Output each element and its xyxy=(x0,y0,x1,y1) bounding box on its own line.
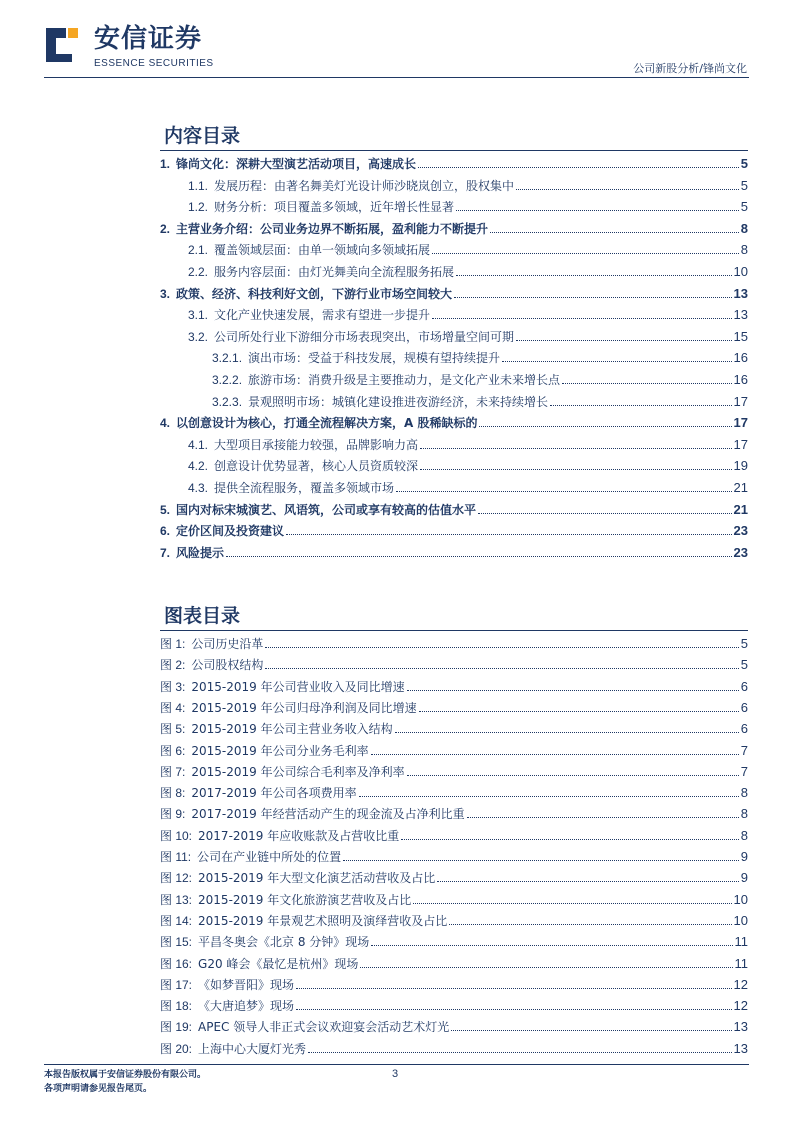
figure-item-text: 2015-2019 年文化旅游演艺营收及占比 xyxy=(198,892,412,907)
toc-item[interactable] xyxy=(160,411,748,431)
figure-item-text: 2017-2019 年公司各项费用率 xyxy=(191,786,357,801)
figure-item[interactable] xyxy=(160,802,748,822)
figure-item-page: 12 xyxy=(733,998,748,1014)
figure-item-number: 图 19: xyxy=(160,1020,193,1035)
figure-item-label xyxy=(160,870,435,886)
toc-item-text: 服务内容层面：由灯光舞美向全流程服务拓展 xyxy=(214,265,455,279)
figure-item-text: 2017-2019 年应收账款及占营收比重 xyxy=(198,828,400,843)
toc-item-label xyxy=(160,329,514,345)
toc-item-number: 6. xyxy=(160,524,171,539)
figure-item-number: 图 20: xyxy=(160,1041,193,1056)
toc-item-page: 5 xyxy=(740,177,748,193)
figure-item-number: 图 14: xyxy=(160,913,193,928)
figure-item[interactable] xyxy=(160,1015,748,1035)
figure-item-label xyxy=(160,806,465,822)
toc-item-label xyxy=(160,372,560,388)
figure-leader-dots xyxy=(451,1030,731,1031)
toc-item-label xyxy=(160,156,416,172)
toc-item-page: 10 xyxy=(733,264,748,279)
toc-leader-dots xyxy=(432,318,732,319)
figure-leader-dots xyxy=(360,967,732,968)
toc-item-page: 21 xyxy=(733,501,748,517)
figure-item[interactable] xyxy=(160,696,748,716)
figure-item-text: 《大唐追梦》现场 xyxy=(198,999,295,1014)
figure-item-label xyxy=(160,636,263,652)
toc-item[interactable] xyxy=(160,260,748,280)
toc-item-page: 23 xyxy=(733,523,748,539)
figure-item[interactable] xyxy=(160,760,748,780)
toc-leader-dots xyxy=(502,361,731,362)
figure-item-number: 图 7: xyxy=(160,764,186,779)
toc-item-number: 7. xyxy=(160,545,171,560)
figure-item-label xyxy=(160,977,294,993)
toc-item-number: 3.2. xyxy=(188,329,209,344)
toc-leader-dots xyxy=(478,513,732,514)
figure-item-number: 图 16: xyxy=(160,956,193,971)
figure-item-label xyxy=(160,849,341,865)
figure-item[interactable] xyxy=(160,675,748,695)
figure-leader-dots xyxy=(401,839,739,840)
figure-item-text: APEC 领导人非正式会议欢迎宴会活动艺术灯光 xyxy=(198,1020,450,1035)
toc-item[interactable] xyxy=(160,390,748,410)
toc-item-page: 17 xyxy=(733,436,748,452)
toc-item-text: 发展历程：由著名舞美灯光设计师沙晓岚创立，股权集中 xyxy=(214,178,515,193)
toc-item[interactable] xyxy=(160,433,748,453)
figure-item-label xyxy=(160,721,393,737)
figure-item-label xyxy=(160,785,357,801)
toc-item[interactable] xyxy=(160,325,748,345)
figure-item-page: 8 xyxy=(740,806,748,822)
figure-item[interactable] xyxy=(160,994,748,1014)
figure-item-page: 10 xyxy=(733,912,748,928)
figure-item-number: 图 2: xyxy=(160,658,186,673)
figure-item-label xyxy=(160,764,405,780)
toc-item-page: 5 xyxy=(740,156,748,171)
toc-leader-dots xyxy=(490,232,739,233)
figure-item-label xyxy=(160,956,358,972)
figure-item-page: 7 xyxy=(740,763,748,779)
toc-leader-dots xyxy=(479,426,731,427)
toc-leader-dots xyxy=(456,275,732,276)
toc-item[interactable] xyxy=(160,152,748,172)
toc-leader-dots xyxy=(550,405,731,406)
toc-item[interactable] xyxy=(160,476,748,496)
figure-item-label xyxy=(160,679,405,695)
toc-item[interactable] xyxy=(160,174,748,194)
toc-item-text: 旅游市场：消费升级是主要推动力，是文化产业未来增长点 xyxy=(248,373,561,387)
toc-item-label xyxy=(160,415,477,431)
toc-item-label xyxy=(160,523,284,539)
figure-item-text: 2017-2019 年经营活动产生的现金流及占净利比重 xyxy=(191,807,465,822)
figure-item-number: 图 6: xyxy=(160,743,186,758)
toc-item-text: 大型项目承接能力较强，品牌影响力高 xyxy=(214,437,419,452)
figure-item-text: 2015-2019 年公司分业务毛利率 xyxy=(191,743,369,758)
figure-item-page: 5 xyxy=(740,657,748,673)
toc-item-text: 演出市场：受益于科技发展，规模有望持续提升 xyxy=(248,351,501,366)
figure-item-text: 2015-2019 年公司归母净利润及同比增速 xyxy=(191,700,417,715)
figure-leader-dots xyxy=(265,668,738,669)
figure-item-page: 10 xyxy=(733,891,748,907)
toc-item-page: 23 xyxy=(733,544,748,560)
figure-item[interactable] xyxy=(160,717,748,737)
toc-item-text: 提供全流程服务，覆盖多领域市场 xyxy=(214,481,395,495)
toc-item[interactable] xyxy=(160,541,748,561)
toc-item-label xyxy=(160,480,394,496)
toc-item[interactable] xyxy=(160,346,748,366)
figure-item[interactable] xyxy=(160,845,748,865)
figure-item-page: 7 xyxy=(740,742,748,758)
figure-item-page: 8 xyxy=(740,785,748,801)
toc-item-label xyxy=(160,286,452,302)
toc-item-text: 政策、经济、科技利好文创，下游行业市场空间较大 xyxy=(176,286,453,301)
figure-leader-dots xyxy=(437,881,739,882)
figure-item[interactable] xyxy=(160,909,748,929)
toc-item-page: 21 xyxy=(733,480,748,495)
toc-item-page: 15 xyxy=(733,328,748,344)
toc-item[interactable] xyxy=(160,217,748,237)
figure-item-text: 公司历史沿革 xyxy=(191,637,264,651)
figure-item-number: 图 8: xyxy=(160,786,186,801)
toc-title: 内容目录 xyxy=(164,125,241,147)
figure-item-text: 2015-2019 年大型文化演艺活动营收及占比 xyxy=(198,871,436,886)
figure-item[interactable] xyxy=(160,973,748,993)
figure-leader-dots xyxy=(467,817,739,818)
figure-item-label xyxy=(160,913,447,929)
figure-item-page: 6 xyxy=(740,699,748,715)
toc-item-number: 3.1. xyxy=(188,308,209,323)
toc-item-number: 3.2.2. xyxy=(212,373,243,387)
footer-divider xyxy=(44,1064,749,1065)
toc-item-page: 16 xyxy=(733,372,748,387)
toc-item-text: 覆盖领域层面：由单一领域向多领域拓展 xyxy=(214,243,431,258)
figure-item-page: 12 xyxy=(733,976,748,992)
figure-item-page: 11 xyxy=(734,955,748,971)
toc-item-label xyxy=(160,394,548,410)
figure-leader-dots xyxy=(296,988,731,989)
page-number: 3 xyxy=(392,1068,399,1080)
toc-item-text: 景观照明市场：城镇化建设推进夜游经济，未来持续增长 xyxy=(248,394,549,409)
figure-item-number: 图 3: xyxy=(160,679,186,694)
figure-item-text: 2015-2019 年公司综合毛利率及净利率 xyxy=(191,764,405,779)
figure-item[interactable] xyxy=(160,824,748,844)
toc-item-number: 4.1. xyxy=(188,437,209,452)
toc-item-label xyxy=(160,264,454,280)
toc-item-number: 2. xyxy=(160,221,171,236)
figure-item-page: 6 xyxy=(740,678,748,694)
toc-item-number: 3.2.3. xyxy=(212,394,243,409)
toc-leader-dots xyxy=(516,340,732,341)
figure-item-text: G20 峰会《最忆是杭州》现场 xyxy=(198,956,359,971)
toc-item-page: 17 xyxy=(733,415,748,431)
figure-item-text: 平昌冬奥会《北京 8 分钟》现场 xyxy=(198,935,370,950)
figure-item-number: 图 5: xyxy=(160,722,186,737)
figure-leader-dots xyxy=(343,860,739,861)
toc-item-label xyxy=(160,242,430,258)
figure-item-label xyxy=(160,743,369,759)
toc-leader-dots xyxy=(286,534,732,535)
toc-item-page: 13 xyxy=(733,285,748,301)
figure-item[interactable] xyxy=(160,888,748,908)
toc-item-text: 创意设计优势显著，核心人员资质较深 xyxy=(214,459,419,474)
toc-leader-dots xyxy=(562,383,731,384)
toc-item-number: 2.2. xyxy=(188,265,209,279)
figures-title: 图表目录 xyxy=(164,605,241,627)
figure-item-label xyxy=(160,998,294,1014)
figure-leader-dots xyxy=(265,647,738,648)
figure-item[interactable] xyxy=(160,1037,748,1057)
figure-item-number: 图 10: xyxy=(160,828,193,843)
toc-item[interactable] xyxy=(160,519,748,539)
figure-item-text: 2015-2019 年景观艺术照明及演绎营收及占比 xyxy=(198,913,448,928)
figure-leader-dots xyxy=(308,1052,731,1053)
figure-item-page: 6 xyxy=(740,721,748,737)
figure-item-text: 公司股权结构 xyxy=(191,658,264,673)
toc-item[interactable] xyxy=(160,303,748,323)
toc-item-text: 主营业务介绍：公司业务边界不断拓展，盈利能力不断提升 xyxy=(176,221,489,236)
figure-item-text: 2015-2019 年公司营业收入及同比增速 xyxy=(191,679,405,694)
figure-item-page: 9 xyxy=(740,870,748,886)
toc-item-label xyxy=(160,350,500,366)
toc-item-page: 5 xyxy=(740,199,748,215)
toc-leader-dots xyxy=(418,167,739,168)
toc-item-text: 财务分析：项目覆盖多领域，近年增长性显著 xyxy=(214,200,455,215)
toc-item-text: 文化产业快速发展，需求有望进一步提升 xyxy=(214,308,431,323)
figure-item[interactable] xyxy=(160,930,748,950)
toc-item-number: 2.1. xyxy=(188,243,209,258)
figure-item-number: 图 15: xyxy=(160,935,193,950)
essence-logo-icon xyxy=(44,24,80,64)
toc-item-number: 1.2. xyxy=(188,200,209,215)
footer-copyright: 本报告版权属于安信证券股份有限公司。 xyxy=(44,1070,207,1080)
figure-item-number: 图 4: xyxy=(160,700,186,715)
figure-item-page: 11 xyxy=(734,934,748,950)
figure-item-text: 2015-2019 年公司主营业务收入结构 xyxy=(191,722,393,737)
brand-name-cn: 安信证券 xyxy=(94,24,203,54)
toc-item-number: 4.3. xyxy=(188,481,209,495)
figure-leader-dots xyxy=(449,924,731,925)
figure-item-label xyxy=(160,657,263,673)
figure-item-label xyxy=(160,828,399,844)
toc-item-text: 以创意设计为核心，打通全流程解决方案，A 股稀缺标的 xyxy=(176,416,478,431)
figure-item-label xyxy=(160,700,417,716)
toc-item[interactable] xyxy=(160,282,748,302)
figure-leader-dots xyxy=(296,1009,731,1010)
figure-item-label xyxy=(160,934,369,950)
toc-item-label xyxy=(160,221,488,237)
toc-item-label xyxy=(160,545,224,561)
figure-item-text: 《如梦晋阳》现场 xyxy=(198,977,295,992)
figure-item-page: 5 xyxy=(740,636,748,651)
toc-item-number: 1. xyxy=(160,157,171,171)
figure-item-number: 图 12: xyxy=(160,871,193,886)
figure-leader-dots xyxy=(407,690,739,691)
figure-item-label xyxy=(160,1019,449,1035)
figure-item[interactable] xyxy=(160,952,748,972)
toc-item-page: 8 xyxy=(740,220,748,236)
header-divider xyxy=(44,77,749,78)
figure-leader-dots xyxy=(371,754,739,755)
figure-item-text: 公司在产业链中所处的位置 xyxy=(197,850,342,864)
figure-item-text: 上海中心大厦灯光秀 xyxy=(198,1041,307,1056)
toc-item[interactable] xyxy=(160,498,748,518)
figure-item[interactable] xyxy=(160,781,748,801)
toc-item-page: 8 xyxy=(740,242,748,258)
toc-leader-dots xyxy=(516,189,739,190)
toc-item-label xyxy=(160,307,430,323)
footer-notice: 各项声明请参见报告尾页。 xyxy=(44,1084,153,1094)
figure-item-number: 图 11: xyxy=(160,850,192,864)
figure-item[interactable] xyxy=(160,739,748,759)
report-type: 公司新股分析/锋尚文化 xyxy=(633,62,747,75)
toc-item-number: 5. xyxy=(160,502,171,517)
toc-item-text: 国内对标宋城演艺、风语筑，公司或享有较高的估值水平 xyxy=(176,502,477,517)
toc-leader-dots xyxy=(420,448,732,449)
toc-item-number: 3.2.1. xyxy=(212,351,243,366)
toc-item-number: 4. xyxy=(160,416,171,431)
figure-item-number: 图 18: xyxy=(160,999,193,1014)
toc-item-number: 4.2. xyxy=(188,459,209,474)
toc-item-page: 16 xyxy=(733,350,748,366)
figure-item-page: 8 xyxy=(740,827,748,843)
toc-item[interactable] xyxy=(160,454,748,474)
figure-item-number: 图 17: xyxy=(160,977,193,992)
figure-item-page: 9 xyxy=(740,849,748,864)
figure-item[interactable] xyxy=(160,632,748,652)
toc-item[interactable] xyxy=(160,195,748,215)
toc-leader-dots xyxy=(456,210,739,211)
figure-item-label xyxy=(160,892,411,908)
toc-leader-dots xyxy=(226,556,732,557)
figure-leader-dots xyxy=(413,903,731,904)
toc-leader-dots xyxy=(432,253,739,254)
brand-name-en: ESSENCE SECURITIES xyxy=(94,58,214,69)
toc-item-page: 19 xyxy=(733,458,748,474)
figure-leader-dots xyxy=(395,732,739,733)
toc-item-label xyxy=(160,502,476,518)
figures-title-underline xyxy=(160,630,748,631)
toc-leader-dots xyxy=(396,491,732,492)
toc-item-page: 17 xyxy=(733,393,748,409)
footer-disclaimer xyxy=(44,1068,206,1096)
figure-leader-dots xyxy=(407,775,739,776)
toc-item-label xyxy=(160,437,418,453)
toc-item-label xyxy=(160,458,418,474)
figure-leader-dots xyxy=(419,711,739,712)
toc-item-number: 1.1. xyxy=(188,178,209,193)
figure-item-label xyxy=(160,1041,306,1057)
figure-item-page: 13 xyxy=(733,1019,748,1035)
toc-item-page: 13 xyxy=(733,307,748,323)
toc-leader-dots xyxy=(454,297,732,298)
figure-leader-dots xyxy=(359,796,739,797)
toc-item-label xyxy=(160,199,454,215)
figure-item-number: 图 1: xyxy=(160,637,186,651)
toc-leader-dots xyxy=(420,469,732,470)
figure-item[interactable] xyxy=(160,866,748,886)
page-header xyxy=(0,0,793,80)
toc-item[interactable] xyxy=(160,238,748,258)
toc-item-text: 定价区间及投资建议 xyxy=(176,524,285,539)
toc-item-label xyxy=(160,178,514,194)
figure-item-number: 图 13: xyxy=(160,892,193,907)
figure-item-page: 13 xyxy=(733,1040,748,1056)
toc-item-number: 3. xyxy=(160,286,171,301)
toc-title-underline xyxy=(160,150,748,151)
toc-item-text: 锋尚文化：深耕大型演艺活动项目，高速成长 xyxy=(176,157,417,171)
figure-leader-dots xyxy=(371,945,732,946)
toc-item-text: 风险提示 xyxy=(176,545,225,560)
figure-item[interactable] xyxy=(160,653,748,673)
figure-item-number: 图 9: xyxy=(160,807,186,822)
toc-item-text: 公司所处行业下游细分市场表现突出，市场增量空间可期 xyxy=(214,329,515,344)
toc-item[interactable] xyxy=(160,368,748,388)
